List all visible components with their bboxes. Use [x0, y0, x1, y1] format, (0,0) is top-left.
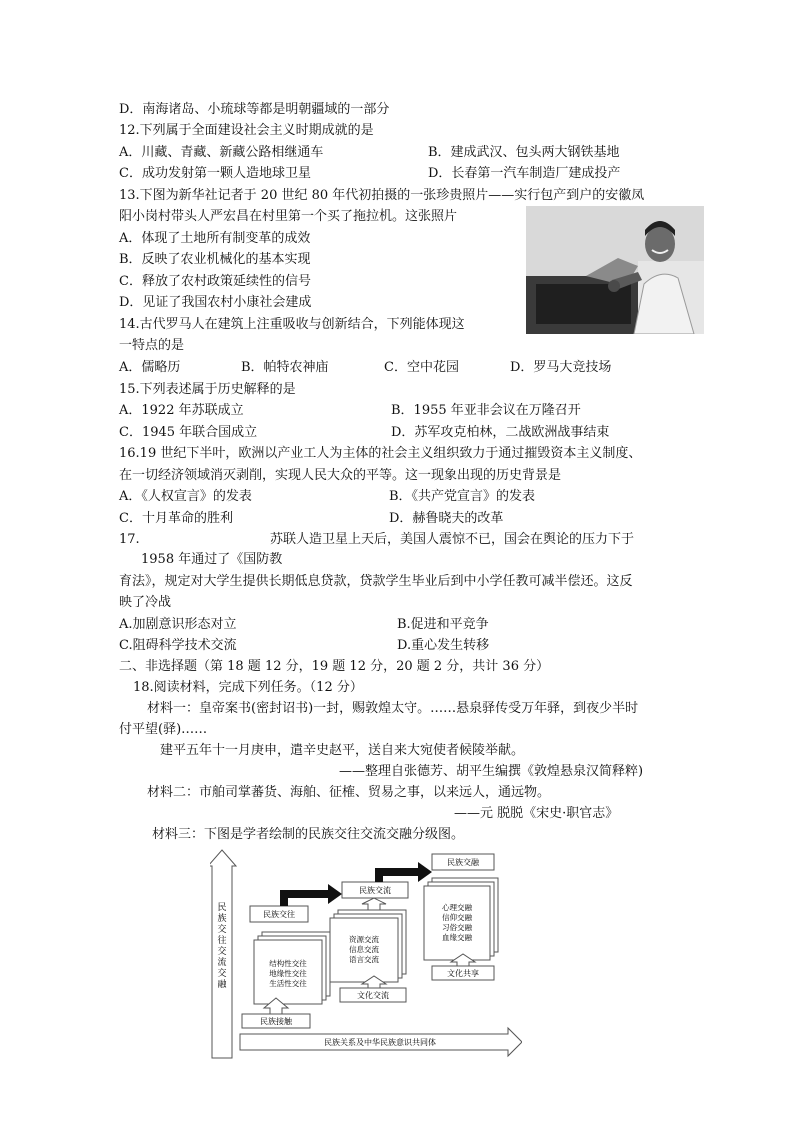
q12-option-b: B．建成武汉、包头两大钢铁基地: [428, 145, 620, 160]
q17-option-a: A.加剧意识形态对立: [119, 617, 237, 632]
q12-option-d: D．长春第一汽车制造厂建成投产: [428, 166, 621, 181]
q11-option-d: D．南海诸岛、小琉球等都是明朝疆域的一部分: [119, 102, 390, 117]
q17-option-d: D.重心发生转移: [397, 638, 490, 653]
q16-stem: 16.19 世纪下半叶，欧洲以产业工人为主体的社会主义组织致力于通过摧毁资本主义制度、: [119, 446, 642, 461]
q13-stem: 13.下图为新华社记者于 20 世纪 80 年代初拍摄的一张珍贵照片——实行包产到户的安徽凤: [119, 188, 645, 203]
horizontal-axis-label: 民族关系及中华民族意识共同体: [324, 1038, 436, 1047]
vertical-axis-char: 交: [217, 969, 227, 979]
q16-option-d: D．赫鲁晓夫的改革: [389, 511, 504, 526]
stack-three-item-4: 血缘交融: [442, 933, 472, 942]
q17-stem-cont: 1958 年通过了《国防教: [141, 552, 283, 567]
q15-stem: 15.下列表述属于历史解释的是: [119, 382, 296, 397]
tractor-photo: [526, 206, 704, 334]
stack-three-item-3: 习俗交融: [442, 923, 472, 932]
exchange-stack-three: [424, 878, 498, 960]
q12-stem: 12.下列属于全面建设社会主义时期成就的是: [119, 123, 374, 138]
q14-option-c: C．空中花园: [384, 360, 459, 375]
cultural-exchange-label: 文化交流: [357, 991, 389, 1000]
material-one-cont: 付平望(驿)……: [119, 722, 208, 737]
bold-arrow-one: [280, 884, 342, 906]
fusion-label: 民族交融: [447, 858, 479, 867]
stack-three-item-1: 心理交融: [442, 903, 472, 912]
q17-option-c: C.阻碍科学技术交流: [119, 638, 237, 653]
q15-option-a: A．1922 年苏联成立: [119, 403, 244, 418]
q12-option-c: C．成功发射第一颗人造地球卫星: [119, 166, 311, 181]
q17-stem: 苏联人造卫星上天后，美国人震惊不已，国会在舆论的压力下于: [270, 532, 635, 547]
material-one-source: ——整理自张德芳、胡平生编撰《敦煌悬泉汉简释粹): [339, 764, 644, 779]
stack-one-item-2: 地缘性交往: [269, 969, 307, 978]
communication-label: 民族交流: [359, 886, 391, 895]
q15-option-c: C．1945 年联合国成立: [119, 425, 258, 440]
q14-option-d: D．罗马大竞技场: [510, 360, 612, 375]
stack-one-item-1: 结构性交往: [269, 959, 307, 968]
q14-option-b: B．帕特农神庙: [241, 360, 329, 375]
q13-option-b: B．反映了农业机械化的基本实现: [119, 252, 311, 267]
vertical-axis-char: 流: [217, 958, 227, 968]
q16-stem-cont: 在一切经济领域消灭剥削，实现人民大众的平等。这一现象出现的历史背景是: [119, 468, 562, 483]
vertical-axis-char: 民: [217, 903, 227, 913]
material-two: 材料二：市舶司掌蕃货、海舶、征榷、贸易之事，以来远人，通远物。: [147, 785, 551, 800]
material-three: 材料三：下图是学者绘制的民族交往交流交融分级图。: [152, 827, 465, 842]
stack-two-item-2: 信息交流: [349, 945, 379, 954]
person-with-tractor-icon: [526, 206, 704, 334]
q16-option-a: A．《人权宣言》的发表: [119, 489, 252, 504]
vertical-axis-char: 融: [217, 980, 227, 990]
material-one-cont2: 建平五年十一月庚申，遣辛史赵平，送自来大宛使者候陵举献。: [160, 743, 525, 758]
q17-option-b: B.促进和平竞争: [397, 617, 489, 632]
q17-stem-cont3: 映了冷战: [119, 595, 172, 610]
vertical-axis-char: 交: [217, 925, 227, 935]
exchange-stack-one: [254, 932, 330, 1004]
q14-stem: 14.古代罗马人在建筑上注重吸收与创新结合，下列能体现这: [119, 317, 465, 332]
q12-option-a: A．川藏、青藏、新藏公路相继通车: [119, 145, 324, 160]
bold-arrow-two: [375, 862, 432, 882]
q13-option-d: D．见证了我国农村小康社会建成: [119, 295, 312, 310]
q15-option-d: D．苏军攻克柏林，二战欧洲战事结束: [391, 425, 610, 440]
contact-label: 民族接触: [260, 1017, 292, 1026]
section-two-heading: 二、非选择题（第 18 题 12 分，19 题 12 分，20 题 2 分，共计 36 分）: [119, 659, 550, 674]
material-two-source: ——元 脱脱《宋史·职官志》: [454, 806, 619, 821]
q16-option-b: B．《共产党宣言》的发表: [389, 489, 536, 504]
q16-option-c: C．十月革命的胜利: [119, 511, 233, 526]
q15-option-b: B．1955 年亚非会议在万隆召开: [391, 403, 581, 418]
stack-one-item-3: 生活性交往: [269, 979, 307, 988]
vertical-axis-char: 往: [217, 936, 227, 946]
q18-stem: 18.阅读材料，完成下列任务。（12 分）: [133, 680, 363, 695]
q14-option-a: A．儒略历: [119, 360, 181, 375]
material-one: 材料一：皇帝案书(密封诏书)一封，赐敦煌太守。……悬泉驿传受万年驿，到夜少半时: [147, 701, 639, 716]
stack-two-item-1: 资源交流: [349, 935, 379, 944]
q17-number: 17.: [119, 532, 140, 547]
vertical-axis-char: 交: [217, 947, 227, 957]
cultural-sharing-label: 文化共享: [447, 969, 479, 978]
q13-option-c: C．释放了农村政策延续性的信号: [119, 274, 311, 289]
q14-stem-cont: 一特点的是: [119, 338, 185, 353]
up-arrow-three: [362, 898, 386, 910]
ethnic-exchange-diagram: [210, 848, 522, 1060]
exchange-stack-two: [330, 910, 406, 982]
stack-three-item-2: 信仰交融: [442, 913, 472, 922]
interaction-label: 民族交往: [263, 910, 295, 919]
vertical-axis-char: 族: [217, 914, 227, 924]
q13-stem-cont: 阳小岗村带头人严宏昌在村里第一个买了拖拉机。这张照片: [119, 209, 458, 224]
q13-option-a: A．体现了土地所有制变革的成效: [119, 231, 311, 246]
stack-two-item-3: 语言交流: [349, 955, 379, 964]
q17-stem-cont2: 育法》，规定对大学生提供长期低息贷款，贷款学生毕业后到中小学任教可减半偿还。这反: [119, 574, 633, 589]
